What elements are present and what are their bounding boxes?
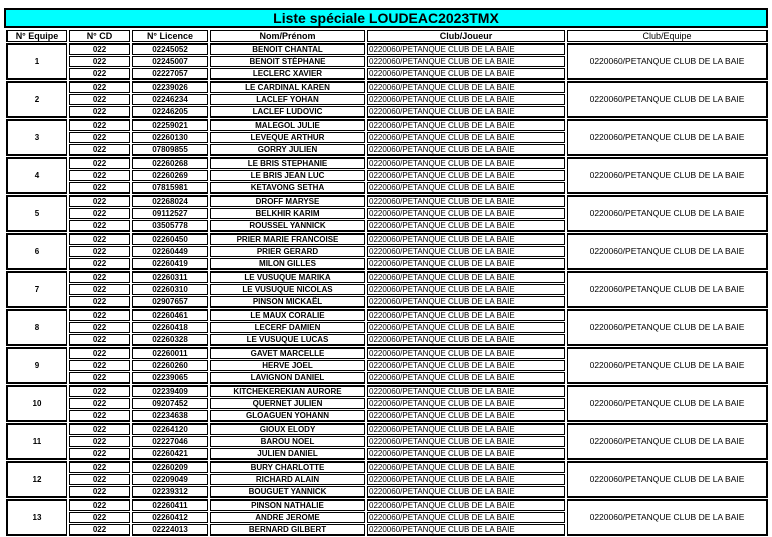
- licence-cell: 02260269: [132, 170, 208, 181]
- club-joueur-cell: 0220060/PETANQUE CLUB DE LA BAIE: [367, 512, 565, 523]
- club-equipe-cell: 0220060/PETANQUE CLUB DE LA BAIE: [567, 81, 768, 118]
- licence-cell: 02227057: [132, 68, 208, 80]
- cd-cell: 022: [69, 410, 130, 422]
- player-name-cell: JULIEN DANIEL: [210, 448, 365, 460]
- cd-cell: 022: [69, 132, 130, 143]
- player-name-cell: ANDRE JEROME: [210, 512, 365, 523]
- player-name-cell: PRIER MARIE FRANCOISE: [210, 233, 365, 245]
- player-name-cell: MILON GILLES: [210, 258, 365, 270]
- licence-cell: 02260328: [132, 334, 208, 346]
- cd-cell: 022: [69, 512, 130, 523]
- cd-cell: 022: [69, 322, 130, 333]
- licence-cell: 02260421: [132, 448, 208, 460]
- player-row: [6, 309, 768, 321]
- player-name-cell: KITCHEKEREKIAN AURORE: [210, 385, 365, 397]
- club-joueur-cell: 0220060/PETANQUE CLUB DE LA BAIE: [367, 195, 565, 207]
- player-name-cell: GAVET MARCELLE: [210, 347, 365, 359]
- cd-cell: 022: [69, 474, 130, 485]
- player-name-cell: LE BRIS JEAN LUC: [210, 170, 365, 181]
- club-joueur-cell: 0220060/PETANQUE CLUB DE LA BAIE: [367, 486, 565, 498]
- club-joueur-cell: 0220060/PETANQUE CLUB DE LA BAIE: [367, 524, 565, 536]
- cd-cell: 022: [69, 499, 130, 511]
- cd-cell: 022: [69, 372, 130, 384]
- licence-cell: 09207452: [132, 398, 208, 409]
- cd-cell: 022: [69, 360, 130, 371]
- club-joueur-cell: 0220060/PETANQUE CLUB DE LA BAIE: [367, 448, 565, 460]
- club-equipe-cell: 0220060/PETANQUE CLUB DE LA BAIE: [567, 157, 768, 194]
- club-joueur-cell: 0220060/PETANQUE CLUB DE LA BAIE: [367, 170, 565, 181]
- club-joueur-cell: 0220060/PETANQUE CLUB DE LA BAIE: [367, 233, 565, 245]
- club-joueur-cell: 0220060/PETANQUE CLUB DE LA BAIE: [367, 106, 565, 118]
- player-name-cell: PINSON NATHALIE: [210, 499, 365, 511]
- club-joueur-cell: 0220060/PETANQUE CLUB DE LA BAIE: [367, 68, 565, 80]
- player-row: [6, 347, 768, 359]
- player-name-cell: LE CARDINAL KAREN: [210, 81, 365, 93]
- player-name-cell: BURY CHARLOTTE: [210, 461, 365, 473]
- cd-cell: 022: [69, 524, 130, 536]
- licence-cell: 07809855: [132, 144, 208, 156]
- club-equipe-cell: 0220060/PETANQUE CLUB DE LA BAIE: [567, 309, 768, 346]
- player-name-cell: KETAVONG SETHA: [210, 182, 365, 194]
- team-number-cell: 2: [6, 81, 67, 118]
- col-header-nom-prenom: Nom/Prénom: [210, 30, 365, 42]
- licence-cell: 02260412: [132, 512, 208, 523]
- teams-table-body: [6, 43, 768, 536]
- player-name-cell: DROFF MARYSE: [210, 195, 365, 207]
- club-joueur-cell: 0220060/PETANQUE CLUB DE LA BAIE: [367, 423, 565, 435]
- club-joueur-cell: 0220060/PETANQUE CLUB DE LA BAIE: [367, 398, 565, 409]
- licence-cell: 02239409: [132, 385, 208, 397]
- cd-cell: 022: [69, 309, 130, 321]
- player-row: [6, 43, 768, 55]
- licence-cell: 02260011: [132, 347, 208, 359]
- player-row: [6, 157, 768, 169]
- licence-cell: 02260260: [132, 360, 208, 371]
- player-name-cell: LACLEF YOHAN: [210, 94, 365, 105]
- col-header-licence: N° Licence: [132, 30, 208, 42]
- cd-cell: 022: [69, 81, 130, 93]
- player-name-cell: LECLERC XAVIER: [210, 68, 365, 80]
- cd-cell: 022: [69, 43, 130, 55]
- licence-cell: 02260450: [132, 233, 208, 245]
- cd-cell: 022: [69, 296, 130, 308]
- teams-table: [4, 29, 770, 537]
- player-name-cell: RICHARD ALAIN: [210, 474, 365, 485]
- player-name-cell: LE VUSUQUE LUCAS: [210, 334, 365, 346]
- licence-cell: 03505778: [132, 220, 208, 232]
- cd-cell: 022: [69, 385, 130, 397]
- page-title: Liste spéciale LOUDEAC2023TMX: [4, 8, 768, 28]
- licence-cell: 02260411: [132, 499, 208, 511]
- player-name-cell: LE VUSUQUE MARIKA: [210, 271, 365, 283]
- player-row: [6, 499, 768, 511]
- player-name-cell: HERVE JOEL: [210, 360, 365, 371]
- licence-cell: 02260449: [132, 246, 208, 257]
- team-number-cell: 8: [6, 309, 67, 346]
- player-name-cell: LE VUSUQUE NICOLAS: [210, 284, 365, 295]
- cd-cell: 022: [69, 144, 130, 156]
- club-joueur-cell: 0220060/PETANQUE CLUB DE LA BAIE: [367, 372, 565, 384]
- licence-cell: 02245007: [132, 56, 208, 67]
- licence-cell: 02245052: [132, 43, 208, 55]
- col-header-club-joueur: Club/Joueur: [367, 30, 565, 42]
- cd-cell: 022: [69, 157, 130, 169]
- col-header-cd: N° CD: [69, 30, 130, 42]
- licence-cell: 09112527: [132, 208, 208, 219]
- team-number-cell: 12: [6, 461, 67, 498]
- licence-cell: 02239065: [132, 372, 208, 384]
- player-row: [6, 233, 768, 245]
- licence-cell: 02239312: [132, 486, 208, 498]
- licence-cell: 02260209: [132, 461, 208, 473]
- player-name-cell: QUERNET JULIEN: [210, 398, 365, 409]
- club-equipe-cell: 0220060/PETANQUE CLUB DE LA BAIE: [567, 461, 768, 498]
- cd-cell: 022: [69, 461, 130, 473]
- player-name-cell: BOUGUET YANNICK: [210, 486, 365, 498]
- cd-cell: 022: [69, 119, 130, 131]
- club-equipe-cell: 0220060/PETANQUE CLUB DE LA BAIE: [567, 119, 768, 156]
- player-name-cell: LE BRIS STEPHANIE: [210, 157, 365, 169]
- player-row: [6, 461, 768, 473]
- club-equipe-cell: 0220060/PETANQUE CLUB DE LA BAIE: [567, 43, 768, 80]
- cd-cell: 022: [69, 195, 130, 207]
- club-joueur-cell: 0220060/PETANQUE CLUB DE LA BAIE: [367, 43, 565, 55]
- club-equipe-cell: 0220060/PETANQUE CLUB DE LA BAIE: [567, 195, 768, 232]
- club-joueur-cell: 0220060/PETANQUE CLUB DE LA BAIE: [367, 296, 565, 308]
- club-joueur-cell: 0220060/PETANQUE CLUB DE LA BAIE: [367, 360, 565, 371]
- cd-cell: 022: [69, 208, 130, 219]
- licence-cell: 02259021: [132, 119, 208, 131]
- cd-cell: 022: [69, 246, 130, 257]
- club-joueur-cell: 0220060/PETANQUE CLUB DE LA BAIE: [367, 271, 565, 283]
- player-name-cell: BERNARD GILBERT: [210, 524, 365, 536]
- club-joueur-cell: 0220060/PETANQUE CLUB DE LA BAIE: [367, 385, 565, 397]
- cd-cell: 022: [69, 284, 130, 295]
- cd-cell: 022: [69, 233, 130, 245]
- licence-cell: 02268024: [132, 195, 208, 207]
- team-number-cell: 13: [6, 499, 67, 536]
- club-joueur-cell: 0220060/PETANQUE CLUB DE LA BAIE: [367, 132, 565, 143]
- player-name-cell: LEVEQUE ARTHUR: [210, 132, 365, 143]
- player-name-cell: PINSON MICKAËL: [210, 296, 365, 308]
- club-joueur-cell: 0220060/PETANQUE CLUB DE LA BAIE: [367, 144, 565, 156]
- player-name-cell: PRIER GERARD: [210, 246, 365, 257]
- licence-cell: 02260268: [132, 157, 208, 169]
- licence-cell: 07815981: [132, 182, 208, 194]
- cd-cell: 022: [69, 436, 130, 447]
- player-name-cell: LECERF DAMIEN: [210, 322, 365, 333]
- licence-cell: 02907657: [132, 296, 208, 308]
- club-joueur-cell: 0220060/PETANQUE CLUB DE LA BAIE: [367, 284, 565, 295]
- cd-cell: 022: [69, 258, 130, 270]
- player-row: [6, 195, 768, 207]
- player-name-cell: GORRY JULIEN: [210, 144, 365, 156]
- player-name-cell: BELKHIR KARIM: [210, 208, 365, 219]
- player-name-cell: ROUSSEL YANNICK: [210, 220, 365, 232]
- cd-cell: 022: [69, 106, 130, 118]
- cd-cell: 022: [69, 56, 130, 67]
- team-number-cell: 3: [6, 119, 67, 156]
- club-joueur-cell: 0220060/PETANQUE CLUB DE LA BAIE: [367, 94, 565, 105]
- team-number-cell: 7: [6, 271, 67, 308]
- cd-cell: 022: [69, 68, 130, 80]
- licence-cell: 02260311: [132, 271, 208, 283]
- licence-cell: 02227046: [132, 436, 208, 447]
- cd-cell: 022: [69, 94, 130, 105]
- player-row: [6, 81, 768, 93]
- licence-cell: 02239026: [132, 81, 208, 93]
- club-joueur-cell: 0220060/PETANQUE CLUB DE LA BAIE: [367, 220, 565, 232]
- club-joueur-cell: 0220060/PETANQUE CLUB DE LA BAIE: [367, 410, 565, 422]
- licence-cell: 02260418: [132, 322, 208, 333]
- player-name-cell: BENOIT CHANTAL: [210, 43, 365, 55]
- player-name-cell: MALEGOL JULIE: [210, 119, 365, 131]
- cd-cell: 022: [69, 486, 130, 498]
- licence-cell: 02246205: [132, 106, 208, 118]
- club-joueur-cell: 0220060/PETANQUE CLUB DE LA BAIE: [367, 436, 565, 447]
- club-equipe-cell: 0220060/PETANQUE CLUB DE LA BAIE: [567, 499, 768, 536]
- club-joueur-cell: 0220060/PETANQUE CLUB DE LA BAIE: [367, 474, 565, 485]
- cd-cell: 022: [69, 271, 130, 283]
- player-name-cell: GIOUX ELODY: [210, 423, 365, 435]
- player-name-cell: BAROU NOEL: [210, 436, 365, 447]
- cd-cell: 022: [69, 398, 130, 409]
- licence-cell: 02224013: [132, 524, 208, 536]
- cd-cell: 022: [69, 347, 130, 359]
- cd-cell: 022: [69, 170, 130, 181]
- club-joueur-cell: 0220060/PETANQUE CLUB DE LA BAIE: [367, 347, 565, 359]
- club-joueur-cell: 0220060/PETANQUE CLUB DE LA BAIE: [367, 334, 565, 346]
- team-number-cell: 5: [6, 195, 67, 232]
- licence-cell: 02234638: [132, 410, 208, 422]
- player-name-cell: BENOIT STÉPHANE: [210, 56, 365, 67]
- licence-cell: 02260461: [132, 309, 208, 321]
- club-equipe-cell: 0220060/PETANQUE CLUB DE LA BAIE: [567, 347, 768, 384]
- club-joueur-cell: 0220060/PETANQUE CLUB DE LA BAIE: [367, 208, 565, 219]
- player-row: [6, 119, 768, 131]
- player-name-cell: LAVIGNON DANIEL: [210, 372, 365, 384]
- club-equipe-cell: 0220060/PETANQUE CLUB DE LA BAIE: [567, 271, 768, 308]
- club-joueur-cell: 0220060/PETANQUE CLUB DE LA BAIE: [367, 182, 565, 194]
- player-row: [6, 385, 768, 397]
- team-number-cell: 4: [6, 157, 67, 194]
- header-row: [6, 30, 768, 42]
- licence-cell: 02260419: [132, 258, 208, 270]
- club-equipe-cell: 0220060/PETANQUE CLUB DE LA BAIE: [567, 233, 768, 270]
- cd-cell: 022: [69, 182, 130, 194]
- team-number-cell: 1: [6, 43, 67, 80]
- club-joueur-cell: 0220060/PETANQUE CLUB DE LA BAIE: [367, 157, 565, 169]
- licence-cell: 02209049: [132, 474, 208, 485]
- club-joueur-cell: 0220060/PETANQUE CLUB DE LA BAIE: [367, 119, 565, 131]
- club-joueur-cell: 0220060/PETANQUE CLUB DE LA BAIE: [367, 56, 565, 67]
- club-joueur-cell: 0220060/PETANQUE CLUB DE LA BAIE: [367, 461, 565, 473]
- club-joueur-cell: 0220060/PETANQUE CLUB DE LA BAIE: [367, 322, 565, 333]
- licence-cell: 02260310: [132, 284, 208, 295]
- club-joueur-cell: 0220060/PETANQUE CLUB DE LA BAIE: [367, 309, 565, 321]
- cd-cell: 022: [69, 334, 130, 346]
- club-joueur-cell: 0220060/PETANQUE CLUB DE LA BAIE: [367, 246, 565, 257]
- player-row: [6, 423, 768, 435]
- player-row: [6, 271, 768, 283]
- licence-cell: 02246234: [132, 94, 208, 105]
- club-equipe-cell: 0220060/PETANQUE CLUB DE LA BAIE: [567, 385, 768, 422]
- team-number-cell: 10: [6, 385, 67, 422]
- club-joueur-cell: 0220060/PETANQUE CLUB DE LA BAIE: [367, 81, 565, 93]
- col-header-equipe: N° Equipe: [6, 30, 67, 42]
- licence-cell: 02260130: [132, 132, 208, 143]
- cd-cell: 022: [69, 423, 130, 435]
- team-number-cell: 6: [6, 233, 67, 270]
- cd-cell: 022: [69, 220, 130, 232]
- player-name-cell: GLOAGUEN YOHANN: [210, 410, 365, 422]
- club-joueur-cell: 0220060/PETANQUE CLUB DE LA BAIE: [367, 258, 565, 270]
- team-number-cell: 11: [6, 423, 67, 460]
- col-header-club-equipe: Club/Equipe: [567, 30, 768, 42]
- player-name-cell: LE MAUX CORALIE: [210, 309, 365, 321]
- club-joueur-cell: 0220060/PETANQUE CLUB DE LA BAIE: [367, 499, 565, 511]
- team-number-cell: 9: [6, 347, 67, 384]
- licence-cell: 02264120: [132, 423, 208, 435]
- club-equipe-cell: 0220060/PETANQUE CLUB DE LA BAIE: [567, 423, 768, 460]
- player-name-cell: LACLEF LUDOVIC: [210, 106, 365, 118]
- cd-cell: 022: [69, 448, 130, 460]
